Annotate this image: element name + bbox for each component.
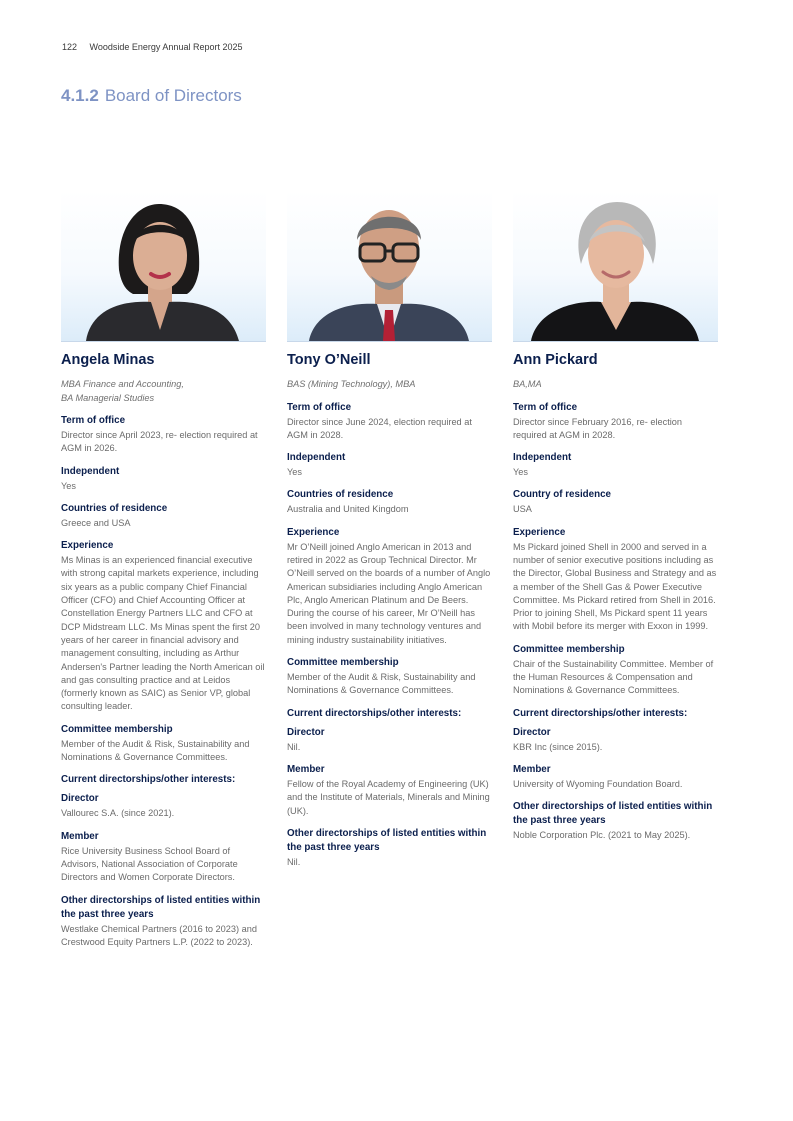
member-section [513, 763, 718, 791]
committee-section [287, 656, 492, 698]
other-directorships-section [287, 827, 492, 869]
director-name: Ann Pickard [513, 352, 598, 368]
term-text: Director since February 2016, re- election required at AGM in 2028. [513, 416, 683, 440]
section-heading [61, 86, 242, 106]
director-role-label: Director [61, 793, 99, 805]
residence-label: Country of residence [513, 489, 611, 501]
current-interests-section [287, 707, 492, 754]
committee-text: Member of the Audit & Risk, Sustainability and Nominations & Governance Committees. [61, 738, 250, 763]
director-card-tony-oneill [287, 190, 492, 869]
director-role-label: Director [513, 726, 551, 738]
committee-label: Committee membership [513, 643, 625, 655]
independent-label: Independent [287, 452, 346, 464]
director-role-text: Vallourec S.A. (since 2021). [61, 808, 175, 819]
experience-label: Experience [287, 526, 340, 538]
residence-text: Greece and USA [61, 517, 131, 528]
term-text: Director since April 2023, re- election required at AGM in 2026. [61, 430, 258, 454]
term-section [513, 401, 718, 443]
director-card-angela-minas [61, 190, 266, 949]
section-title: Board of Directors [104, 86, 242, 105]
experience-label: Experience [61, 540, 114, 552]
independent-section [287, 451, 492, 479]
term-section [61, 414, 266, 456]
other-directorships-label: Other directorships of listed entities within the past three years [61, 894, 261, 920]
other-directorships-section [61, 894, 266, 950]
experience-label: Experience [513, 526, 566, 538]
independent-text: Yes [287, 467, 302, 478]
director-portrait [287, 190, 492, 342]
term-label: Term of office [513, 401, 578, 413]
committee-label: Committee membership [287, 657, 399, 669]
experience-section [513, 526, 718, 634]
member-label: Member [61, 830, 99, 842]
director-qualifications: BAS (Mining Technology), MBA [287, 379, 416, 389]
other-directorships-text: Nil. [287, 856, 301, 867]
director-name: Tony O’Neill [287, 352, 371, 368]
other-directorships-text: Noble Corporation Plc. (2021 to May 2025). [513, 830, 691, 841]
director-portrait [513, 190, 718, 342]
report-title: Woodside Energy Annual Report 2025 [89, 42, 243, 52]
member-section [61, 830, 266, 885]
experience-text: Ms Pickard joined Shell in 2000 and served in a number of senior executive positions including as the Director, Global Business and Strategy and as a member of the Shell Gas & Power Executive Committee. Ms Pickard retired from Shell in 2016. Prior to joining Shell, Ms Pickard spent 11 years with Mobil before its merger with Exxon in 1999. [513, 541, 717, 632]
residence-label: Countries of residence [287, 489, 394, 501]
current-interests-section [513, 707, 718, 754]
independent-section [61, 465, 266, 493]
independent-text: Yes [513, 467, 528, 478]
experience-text: Ms Minas is an experienced financial executive with strong capital markets experience, including six years as a public company Chief Financial Officer (CFO) and Chief Accounting Officer at Constellation Energy Partners LLC and CFO at DCP Midstream LLC. Ms Minas spent the first 20 years of her career in financial advisory and management consulting, including as Arthur Andersen's Partner leading the North American oil and gas consulting practice and at Leidos (formerly known as SAIC) as Senior VP, global consulting leader. [61, 555, 265, 712]
independent-label: Independent [513, 452, 572, 464]
term-label: Term of office [287, 401, 352, 413]
residence-section [513, 488, 718, 516]
residence-label: Countries of residence [61, 502, 168, 514]
committee-section [513, 643, 718, 698]
current-interests-section [61, 773, 266, 820]
term-section [287, 401, 492, 443]
current-interests-label: Current directorships/other interests: [61, 774, 236, 786]
current-interests-label: Current directorships/other interests: [287, 707, 462, 719]
section-number: 4.1.2 [61, 86, 99, 105]
member-label: Member [287, 763, 325, 775]
director-role-text: KBR Inc (since 2015). [513, 741, 603, 752]
experience-text: Mr O’Neill joined Anglo American in 2013 and retired in 2022 as Group Technical Director. Mr O’Neill served on the boards of a number of Anglo American subsidiaries including Anglo American Plc, Anglo American Platinum and De Beers. During the course of his career, Mr O’Neill has been involved in many technology ventures and mining industry sustainability initiatives. [287, 541, 491, 645]
member-text: Rice University Business School Board of Advisors, National Association of Corporate Directors and Women Corporate Directors. [61, 845, 238, 883]
committee-text: Member of the Audit & Risk, Sustainability and Nominations & Governance Committees. [287, 672, 476, 696]
independent-section [513, 451, 718, 479]
residence-text: Australia and United Kingdom [287, 504, 409, 515]
committee-section [61, 723, 266, 765]
member-text: University of Wyoming Foundation Board. [513, 778, 683, 789]
residence-text: USA [513, 504, 532, 515]
running-header [62, 42, 243, 52]
other-directorships-label: Other directorships of listed entities within the past three years [287, 827, 487, 853]
term-text: Director since June 2024, election required at AGM in 2028. [287, 416, 472, 440]
director-role-label: Director [287, 726, 325, 738]
independent-label: Independent [61, 465, 120, 477]
current-interests-label: Current directorships/other interests: [513, 707, 688, 719]
member-section [287, 763, 492, 818]
other-directorships-section [513, 800, 718, 842]
term-label: Term of office [61, 415, 126, 426]
page-number: 122 [62, 42, 78, 52]
director-card-ann-pickard [513, 190, 718, 843]
director-name: Angela Minas [61, 352, 155, 368]
director-qualifications: MBA Finance and Accounting, BA Managerial Studies [61, 379, 184, 403]
director-portrait [61, 190, 266, 342]
experience-section [61, 539, 266, 714]
residence-section [287, 488, 492, 516]
other-directorships-text: Westlake Chemical Partners (2016 to 2023) and Crestwood Equity Partners L.P. (2022 to 2023). [61, 923, 257, 947]
member-label: Member [513, 763, 551, 775]
experience-section [287, 526, 492, 647]
committee-text: Chair of the Sustainability Committee. Member of the Human Resources & Compensation and Nominations & Governance Committees. [513, 658, 714, 696]
other-directorships-label: Other directorships of listed entities within the past three years [513, 801, 713, 827]
residence-section [61, 502, 266, 530]
independent-text: Yes [61, 480, 76, 491]
director-role-text: Nil. [287, 741, 301, 752]
member-text: Fellow of the Royal Academy of Engineering (UK) and the Institute of Materials, Minerals and Mining (UK). [287, 778, 490, 816]
committee-label: Committee membership [61, 723, 173, 735]
director-qualifications: BA,MA [513, 379, 542, 389]
